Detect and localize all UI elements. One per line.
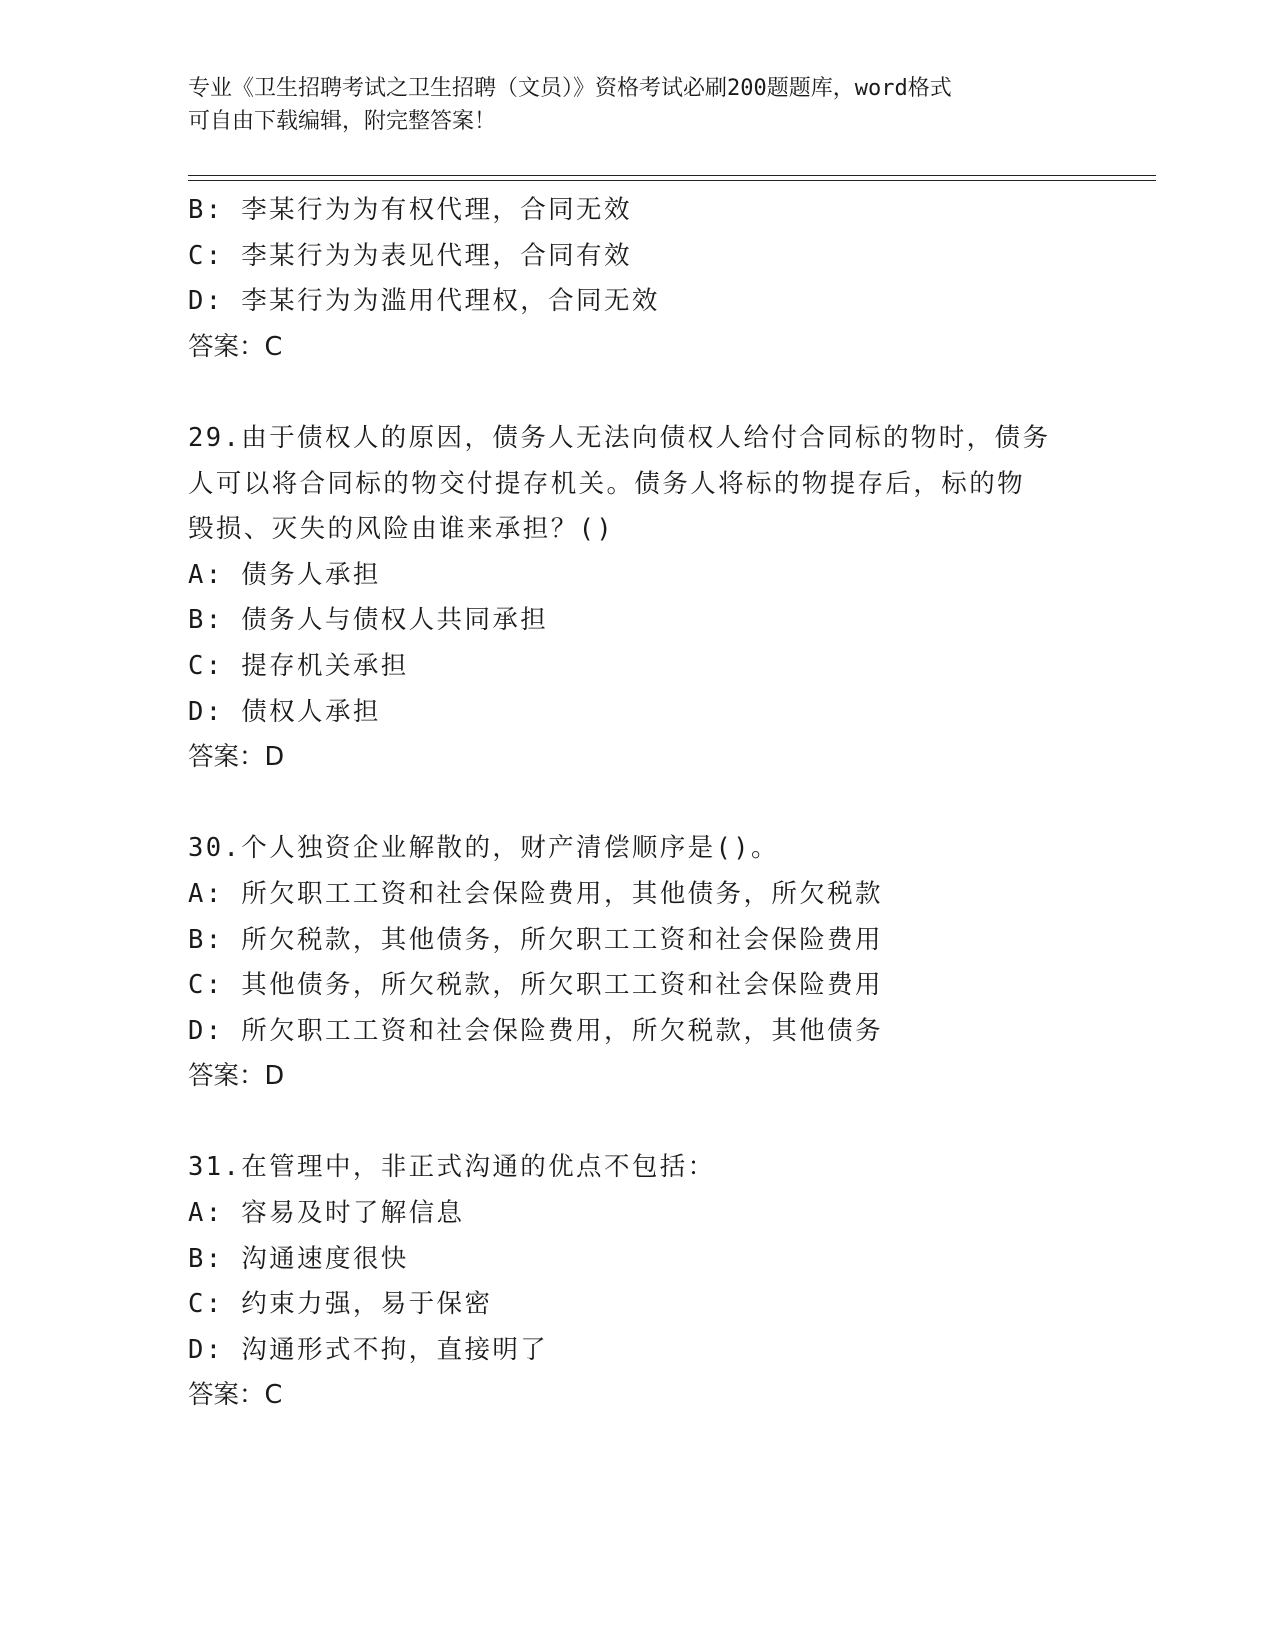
header-divider-top [188,175,1156,176]
option-b: B: 债务人与债权人共同承担 [188,605,549,636]
header-divider-bottom [188,180,1156,181]
answer-line: 答案：C [188,1380,283,1411]
answer-line: 答案：C [188,331,283,362]
question-stem: 毁损、灭失的风险由谁来承担？() [188,514,615,545]
question-stem: 31.在管理中，非正式沟通的优点不包括： [188,1152,716,1183]
header-line-2: 可自由下载编辑，附完整答案！ [188,109,497,134]
option-b: B: 沟通速度很快 [188,1243,409,1274]
question-list [188,188,1088,1419]
option-c: C: 约束力强，易于保密 [188,1289,493,1320]
spacer [188,1100,1088,1146]
option-a: A: 所欠职工工资和社会保险费用，其他债务，所欠税款 [188,878,883,909]
spacer [188,781,1088,827]
option-a: A: 债务人承担 [188,559,381,590]
option-d: D: 李某行为为滥用代理权，合同无效 [188,286,660,317]
spacer [188,370,1088,416]
option-d: D: 沟通形式不拘，直接明了 [188,1334,549,1365]
question-block-29 [188,416,1088,781]
option-b: B: 李某行为为有权代理，合同无效 [188,195,632,225]
question-block-30 [188,826,1088,1100]
option-b: B: 所欠税款，其他债务，所欠职工工资和社会保险费用 [188,924,883,955]
option-c: C: 李某行为为表见代理，合同有效 [188,240,632,271]
option-c: C: 其他债务，所欠税款，所欠职工工资和社会保险费用 [188,970,883,1001]
answer-line: 答案：D [188,1061,285,1092]
option-a: A: 容易及时了解信息 [188,1198,465,1229]
question-block-28-continued [188,188,1088,370]
option-d: D: 所欠职工工资和社会保险费用，所欠税款，其他债务 [188,1015,883,1046]
question-stem: 29.由于债权人的原因，债务人无法向债权人给付合同标的物时，债务 [188,422,1051,453]
question-stem: 人可以将合同标的物交付提存机关。债务人将标的物提存后，标的物 [188,468,1026,499]
answer-line: 答案：D [188,742,285,773]
header-line-1: 专业《卫生招聘考试之卫生招聘（文员）》资格考试必刷200题题库，word格式 [188,76,952,101]
option-c: C: 提存机关承担 [188,650,409,681]
question-stem: 30.个人独资企业解散的，财产清偿顺序是()。 [188,833,779,864]
document-header [188,72,1088,138]
question-block-31 [188,1145,1088,1419]
option-d: D: 债权人承担 [188,696,381,727]
